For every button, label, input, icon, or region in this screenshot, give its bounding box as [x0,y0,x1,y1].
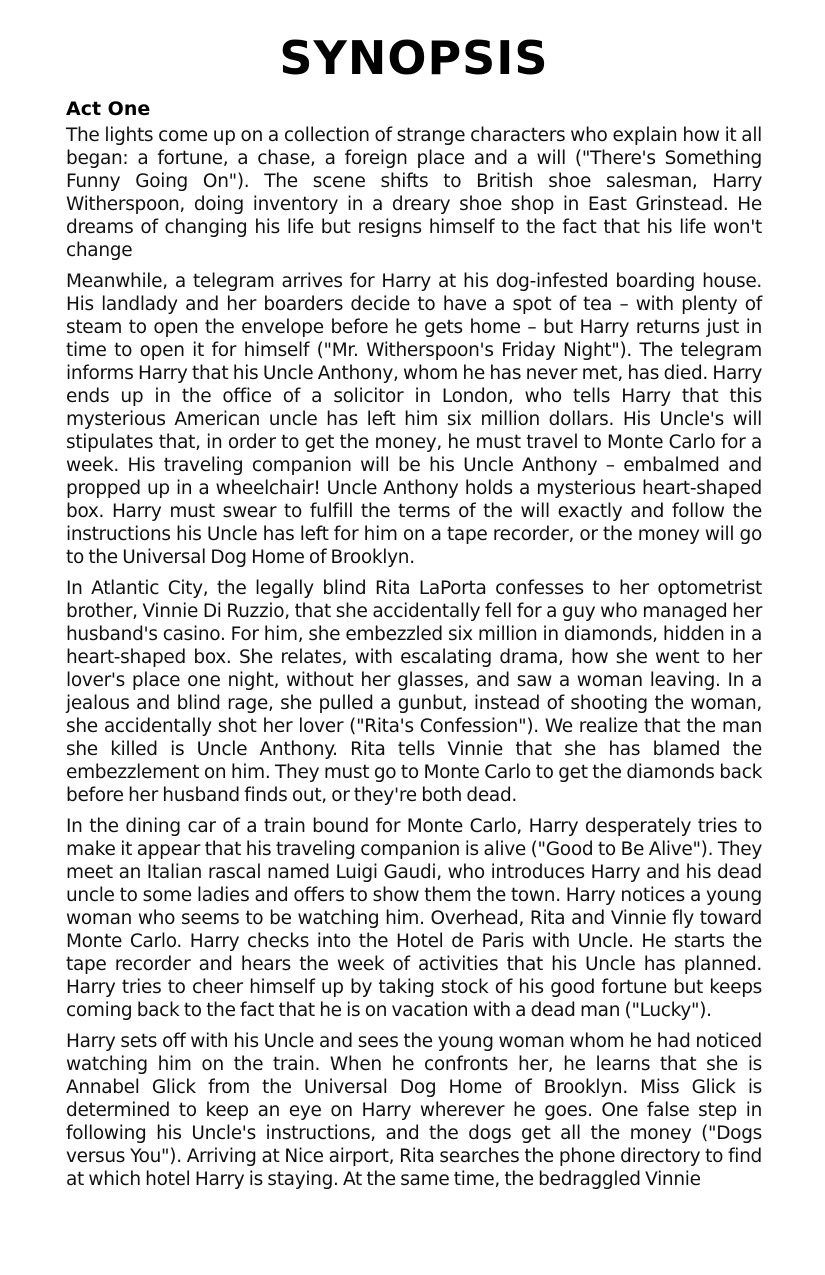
synopsis-paragraph-4: In the dining car of a train bound for Monte Carlo, Harry desperately tries to make it appear that his traveling companion is alive ("Good to Be Alive"). They meet an Italian rascal named Luigi Gaudi, who introduces Harry and his dead uncle to some ladies and offers to show them the town. Harry notices a young woman who seems to be watching him. Overhead, Rita and Vinnie fly toward Monte Carlo. Harry checks into the Hotel de Paris with Uncle. He starts the tape recorder and hears the week of activities that his Uncle has planned. Harry tries to cheer himself up by taking stock of his good fortune but keeps coming back to the fact that he is on vacation with a dead man ("Lucky"). [66,816,762,1021]
synopsis-paragraph-3: In Atlantic City, the legally blind Rita LaPorta confesses to her optometrist brother, Vinnie Di Ruzzio, that she accidentally fell for a guy who managed her husband's casino. For him, she embezzled six million in diamonds, hidden in a heart-shaped box. She relates, with escalating drama, how she went to her lover's place one night, without her glasses, and saw a woman leaving. In a jealous and blind rage, she pulled a gunbut, instead of shooting the woman, she accidentally shot her lover ("Rita's Confession"). We realize that the man she killed is Uncle Anthony. Rita tells Vinnie that she has blamed the embezzlement on him. They must go to Monte Carlo to get the diamonds back before her husband finds out, or they're both dead. [66,578,762,806]
synopsis-paragraph-5: Harry sets off with his Uncle and sees the young woman whom he had noticed watching him on the train. When he confronts her, he learns that she is Annabel Glick from the Universal Dog Home of Brooklyn. Miss Glick is determined to keep an eye on Harry wherever he goes. One false step in following his Uncle's instructions, and the dogs get all the money ("Dogs versus You"). Arriving at Nice airport, Rita searches the phone directory to find at which hotel Harry is staying. At the same time, the bedraggled Vinnie [66,1031,762,1190]
synopsis-page [66,28,762,1199]
synopsis-paragraph-2: Meanwhile, a telegram arrives for Harry at his dog-infested boarding house. His landlady and her boarders decide to have a spot of tea – with plenty of steam to open the envelope before he gets home – but Harry returns just in time to open it for himself ("Mr. Witherspoon's Friday Night"). The telegram informs Harry that his Uncle Anthony, whom he has never met, has died. Harry ends up in the office of a solicitor in London, who tells Harry that this mysterious American uncle has left him six million dollars. His Uncle's will stipulates that, in order to get the money, he must travel to Monte Carlo for a week. His traveling companion will be his Uncle Anthony – embalmed and propped up in a wheelchair! Uncle Anthony holds a mysterious heart-shaped box. Harry must swear to fulfill the terms of the will exactly and follow the instructions his Uncle has left for him on a tape recorder, or the money will go to the Universal Dog Home of Brooklyn. [66,271,762,568]
section-heading-act-one: Act One [66,98,151,120]
page-title: SYNOPSIS [279,31,549,85]
synopsis-paragraph-1: The lights come up on a collection of strange characters who explain how it all began: a fortune, a chase, a foreign place and a will ("There's Something Funny Going On"). The scene shifts to British shoe salesman, Harry Witherspoon, doing inventory in a dreary shoe shop in East Grinstead. He dreams of changing his life but resigns himself to the fact that his life won't change [66,125,762,261]
